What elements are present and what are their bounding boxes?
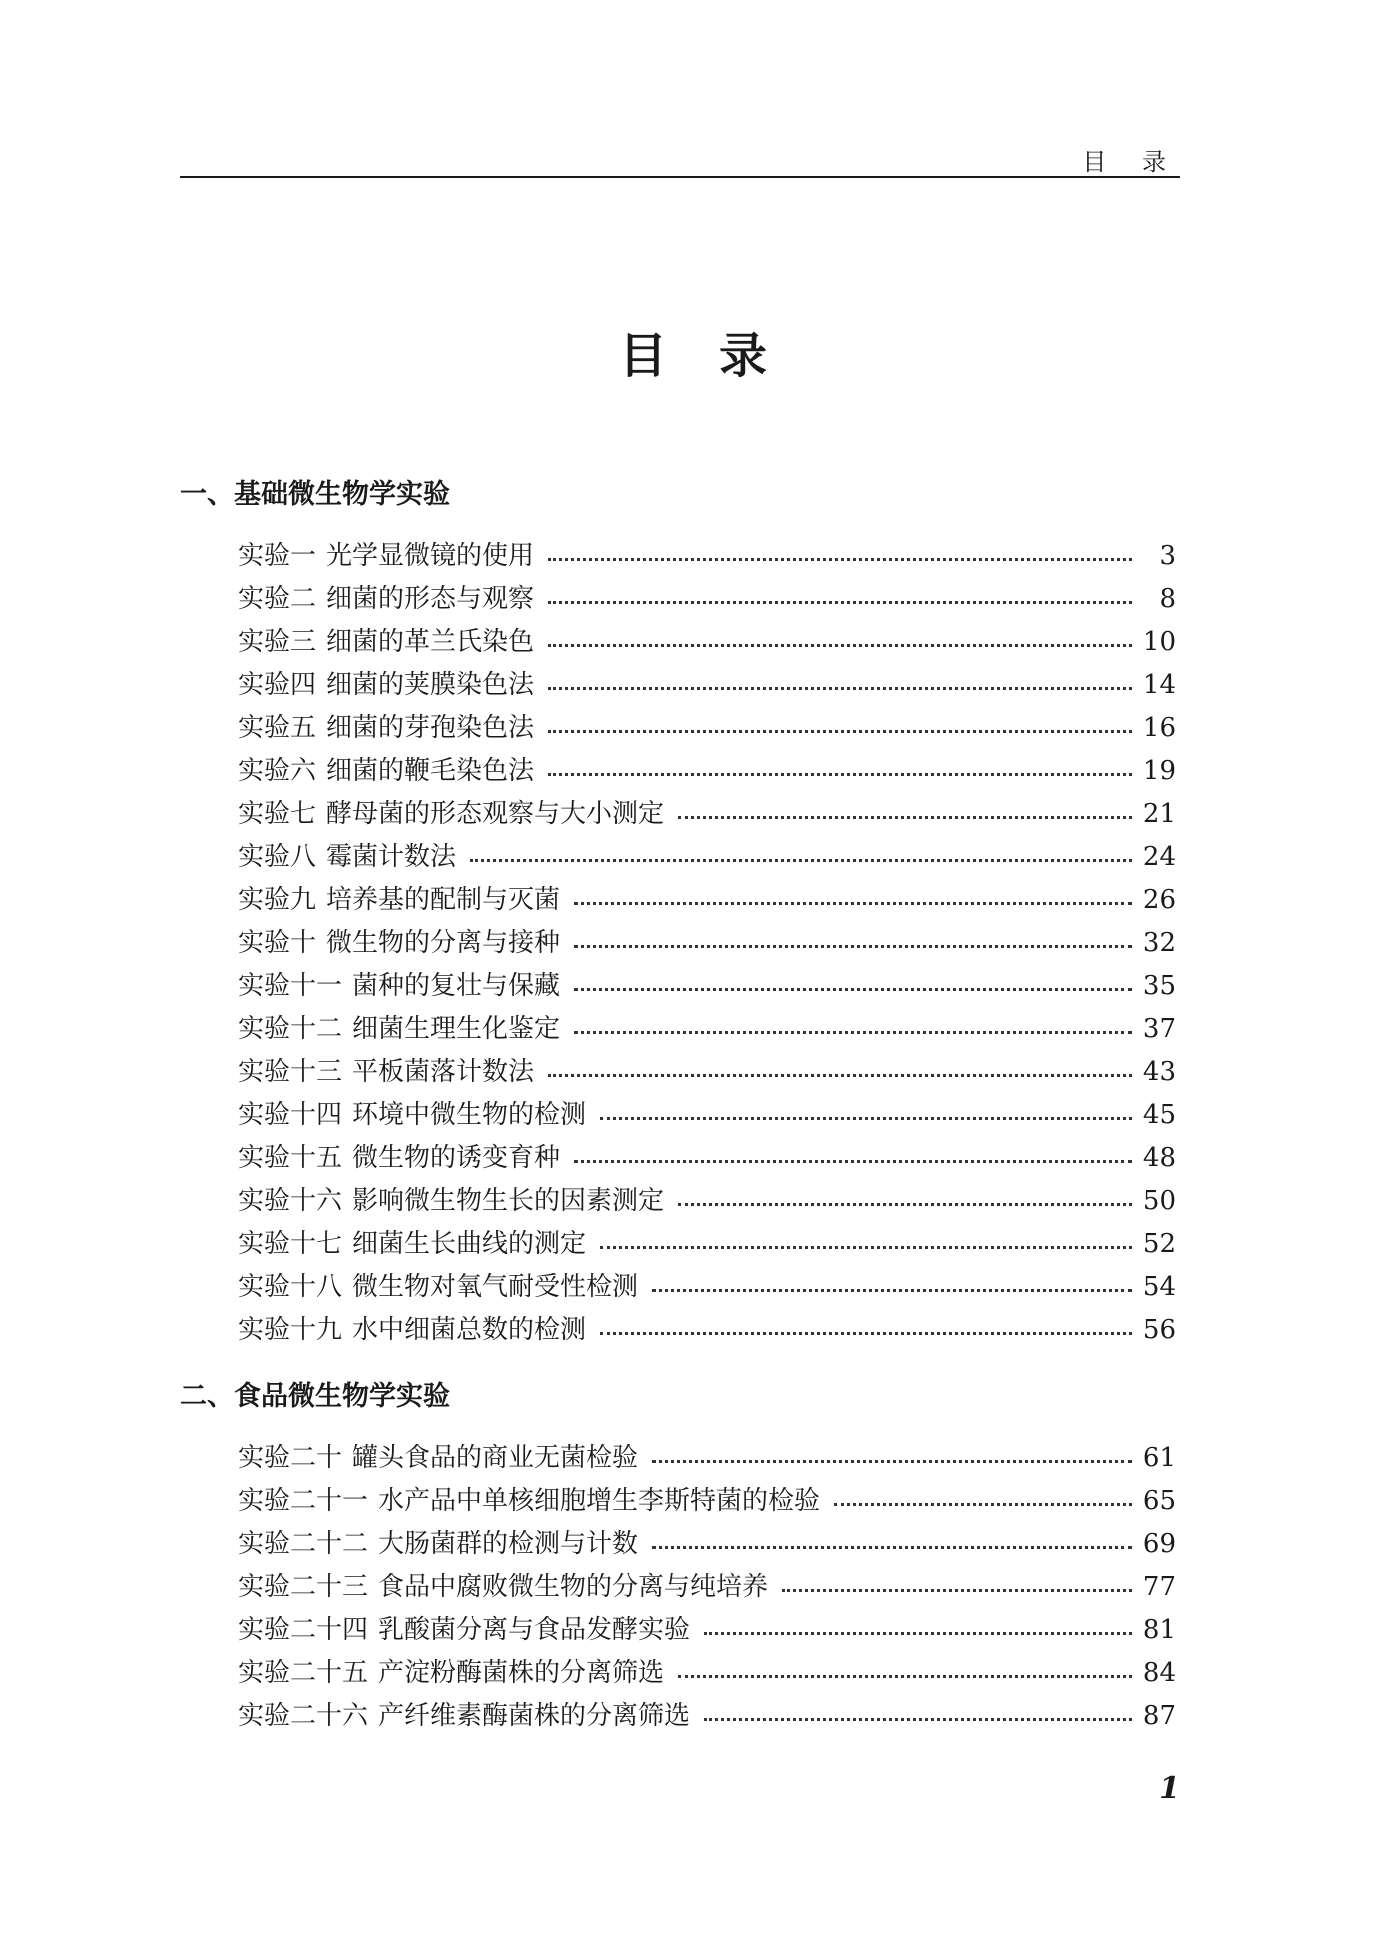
toc-entry[interactable] (238, 663, 1176, 706)
toc-entry-title: 产纤维素酶菌株的分离筛选 (378, 1700, 691, 1731)
dot-leader (834, 1503, 1132, 1506)
toc-entry-page: 32 (1142, 927, 1176, 958)
toc-entry[interactable] (238, 1093, 1176, 1136)
toc-entry-page: 26 (1142, 884, 1176, 915)
toc-entry-label: 实验十一 (238, 970, 343, 1001)
toc-entry[interactable] (238, 792, 1176, 835)
toc-entry-label: 实验一 (238, 540, 317, 571)
toc-entry[interactable] (238, 1694, 1176, 1737)
toc-entry-label: 实验六 (238, 755, 317, 786)
toc-entry-page: 8 (1159, 583, 1176, 614)
section-title: 一、基础微生物学实验 (180, 479, 450, 510)
toc-entry[interactable] (238, 577, 1176, 620)
toc-entry-page: 81 (1142, 1614, 1176, 1645)
toc-entry[interactable] (238, 1007, 1176, 1050)
toc-entry-title: 细菌的革兰氏染色 (326, 626, 535, 657)
toc-entry-title: 罐头食品的商业无菌检验 (352, 1442, 639, 1473)
toc-entry[interactable] (238, 1608, 1176, 1651)
toc-entry[interactable] (238, 964, 1176, 1007)
toc-entry-title: 细菌的鞭毛染色法 (326, 755, 535, 786)
toc-entry[interactable] (238, 1050, 1176, 1093)
toc-entry-label: 实验十二 (238, 1013, 343, 1044)
dot-leader (548, 1074, 1132, 1077)
toc-entry-title: 细菌的荚膜染色法 (326, 669, 535, 700)
toc-entry-page: 69 (1142, 1528, 1176, 1559)
toc-entry[interactable] (238, 1308, 1176, 1351)
toc-entry-page: 56 (1142, 1314, 1176, 1345)
toc-entry-title: 细菌生长曲线的测定 (352, 1228, 587, 1259)
dot-leader (704, 1632, 1132, 1635)
toc-entry-page: 16 (1142, 712, 1176, 743)
toc-entry-page: 65 (1142, 1485, 1176, 1516)
page-title: 目录 (618, 328, 819, 384)
toc-entry-page: 43 (1142, 1056, 1176, 1087)
dot-leader (678, 1203, 1132, 1206)
toc-entry-label: 实验二十二 (238, 1528, 369, 1559)
dot-leader (652, 1289, 1132, 1292)
toc-entry-label: 实验十三 (238, 1056, 343, 1087)
toc-entry[interactable] (238, 835, 1176, 878)
toc-entry[interactable] (238, 1179, 1176, 1222)
dot-leader (470, 859, 1132, 862)
dot-leader (678, 1675, 1132, 1678)
toc-entry-title: 培养基的配制与灭菌 (326, 884, 561, 915)
toc-entry[interactable] (238, 878, 1176, 921)
toc-entry-label: 实验四 (238, 669, 317, 700)
toc-entry-title: 细菌的芽孢染色法 (326, 712, 535, 743)
toc-entry-title: 水中细菌总数的检测 (352, 1314, 587, 1345)
toc-entry-label: 实验十九 (238, 1314, 343, 1345)
dot-leader (600, 1246, 1132, 1249)
toc-entry-label: 实验五 (238, 712, 317, 743)
dot-leader (548, 687, 1132, 690)
toc-entry-label: 实验二 (238, 583, 317, 614)
toc-entry-label: 实验七 (238, 798, 317, 829)
toc-entry-title: 产淀粉酶菌株的分离筛选 (378, 1657, 665, 1688)
toc-entry-label: 实验十五 (238, 1142, 343, 1173)
toc-entry-page: 3 (1159, 540, 1176, 571)
page-number: 1 (1159, 1771, 1180, 1806)
toc-entry-title: 光学显微镜的使用 (326, 540, 535, 571)
toc-entry[interactable] (238, 1222, 1176, 1265)
toc-entry-page: 87 (1142, 1700, 1176, 1731)
toc-entry-page: 84 (1142, 1657, 1176, 1688)
dot-leader (652, 1546, 1132, 1549)
toc-entry-page: 45 (1142, 1099, 1176, 1130)
toc-entry-title: 菌种的复壮与保藏 (352, 970, 561, 1001)
toc-entry-title: 影响微生物生长的因素测定 (352, 1185, 665, 1216)
toc-entry-label: 实验十六 (238, 1185, 343, 1216)
toc-list-section-2 (238, 1436, 1176, 1737)
toc-entry[interactable] (238, 1522, 1176, 1565)
running-header (180, 148, 1180, 178)
running-header-text: 目 录 (1082, 148, 1180, 176)
toc-entry-page: 19 (1142, 755, 1176, 786)
toc-entry-page: 48 (1142, 1142, 1176, 1173)
toc-entry-title: 环境中微生物的检测 (352, 1099, 587, 1130)
toc-entry-page: 77 (1142, 1571, 1176, 1602)
toc-entry[interactable] (238, 921, 1176, 964)
toc-entry-page: 10 (1142, 626, 1176, 657)
toc-entry[interactable] (238, 706, 1176, 749)
toc-entry-label: 实验十四 (238, 1099, 343, 1130)
dot-leader (574, 1031, 1132, 1034)
toc-entry-label: 实验九 (238, 884, 317, 915)
toc-entry-label: 实验二十一 (238, 1485, 369, 1516)
toc-entry-title: 细菌生理生化鉴定 (352, 1013, 561, 1044)
toc-entry-label: 实验二十 (238, 1442, 343, 1473)
dot-leader (548, 558, 1132, 561)
toc-entry-page: 14 (1142, 669, 1176, 700)
toc-entry-title: 细菌的形态与观察 (326, 583, 535, 614)
dot-leader (652, 1460, 1132, 1463)
section-title: 二、食品微生物学实验 (180, 1381, 450, 1412)
toc-entry-page: 61 (1142, 1442, 1176, 1473)
toc-entry[interactable] (238, 1565, 1176, 1608)
toc-entry[interactable] (238, 534, 1176, 577)
toc-entry-label: 实验三 (238, 626, 317, 657)
toc-entry[interactable] (238, 1651, 1176, 1694)
toc-entry-title: 霉菌计数法 (326, 841, 457, 872)
toc-entry-title: 水产品中单核细胞增生李斯特菌的检验 (378, 1485, 821, 1516)
toc-entry-label: 实验二十四 (238, 1614, 369, 1645)
toc-list-section-1 (238, 534, 1176, 1351)
toc-entry-label: 实验二十三 (238, 1571, 369, 1602)
header-rule (180, 176, 1180, 178)
dot-leader (704, 1718, 1132, 1721)
toc-entry-title: 微生物对氧气耐受性检测 (352, 1271, 639, 1302)
toc-entry-title: 大肠菌群的检测与计数 (378, 1528, 639, 1559)
toc-entry-label: 实验十七 (238, 1228, 343, 1259)
dot-leader (600, 1332, 1132, 1335)
toc-entry-label: 实验八 (238, 841, 317, 872)
toc-entry-page: 24 (1142, 841, 1176, 872)
dot-leader (600, 1117, 1132, 1120)
toc-entry-page: 54 (1142, 1271, 1176, 1302)
toc-entry-label: 实验二十五 (238, 1657, 369, 1688)
toc-entry-title: 微生物的诱变育种 (352, 1142, 561, 1173)
dot-leader (548, 644, 1132, 647)
dot-leader (574, 988, 1132, 991)
toc-entry-label: 实验二十六 (238, 1700, 369, 1731)
toc-entry-label: 实验十八 (238, 1271, 343, 1302)
toc-entry-title: 平板菌落计数法 (352, 1056, 535, 1087)
dot-leader (548, 601, 1132, 604)
dot-leader (678, 816, 1132, 819)
dot-leader (574, 1160, 1132, 1163)
dot-leader (574, 902, 1132, 905)
dot-leader (782, 1589, 1132, 1592)
toc-entry-page: 50 (1142, 1185, 1176, 1216)
toc-entry-page: 52 (1142, 1228, 1176, 1259)
toc-entry-title: 乳酸菌分离与食品发酵实验 (378, 1614, 691, 1645)
toc-entry-title: 酵母菌的形态观察与大小测定 (326, 798, 665, 829)
toc-entry[interactable] (238, 1479, 1176, 1522)
toc-entry-title: 食品中腐败微生物的分离与纯培养 (378, 1571, 769, 1602)
dot-leader (574, 945, 1132, 948)
dot-leader (548, 773, 1132, 776)
toc-entry[interactable] (238, 1136, 1176, 1179)
toc-entry[interactable] (238, 1436, 1176, 1479)
toc-entry-title: 微生物的分离与接种 (326, 927, 561, 958)
toc-entry-label: 实验十 (238, 927, 317, 958)
toc-entry-page: 35 (1142, 970, 1176, 1001)
toc-entry-page: 37 (1142, 1013, 1176, 1044)
toc-entry-page: 21 (1142, 798, 1176, 829)
toc-entry[interactable] (238, 620, 1176, 663)
toc-entry[interactable] (238, 1265, 1176, 1308)
dot-leader (548, 730, 1132, 733)
toc-entry[interactable] (238, 749, 1176, 792)
